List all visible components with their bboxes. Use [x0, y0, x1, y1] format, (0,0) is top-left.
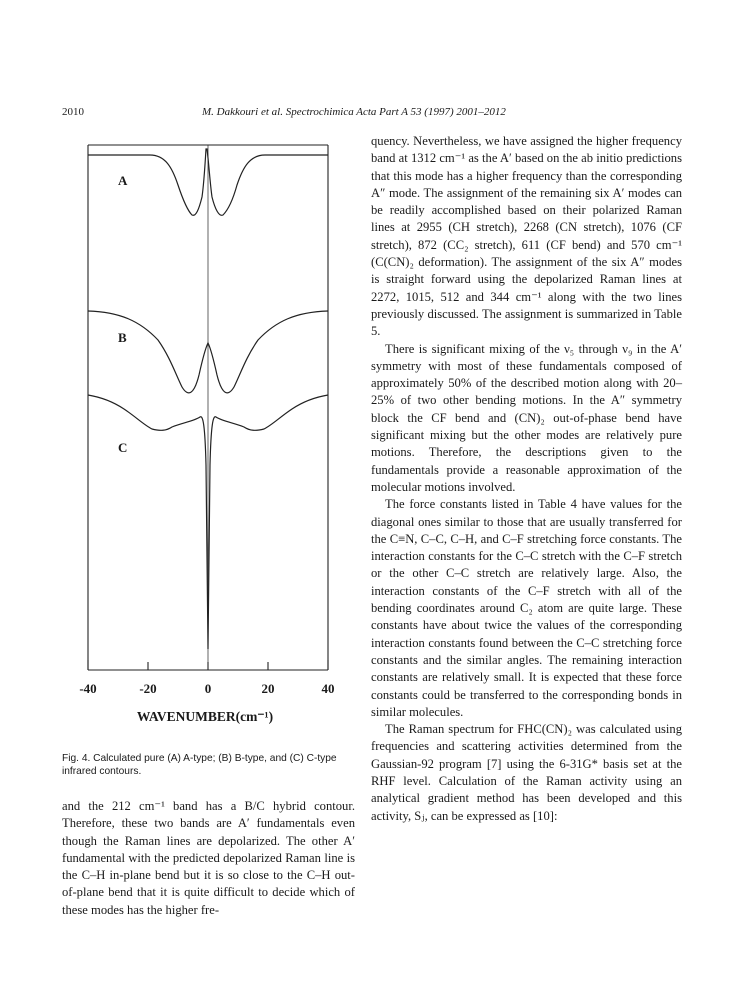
contour-plot	[60, 125, 360, 735]
left-column	[62, 798, 355, 919]
page-number: 2010	[62, 106, 84, 118]
tick-label: 0	[204, 681, 212, 696]
tick-label: 20	[261, 681, 275, 696]
tick-label: -40	[79, 681, 97, 696]
right-column	[371, 133, 682, 825]
panel-label-a: A	[118, 173, 128, 188]
paragraph: and the 212 cm⁻¹ band has a B/C hybrid contour. Therefore, these two bands are A′ fundamentals even though the Raman lines are depolarized. The other A′ fundamental with the predicted depolarized Raman line is the C–H in-plane bend but it is so close to the C–H out-of-plane bend that it is quite difficult to decide which of these modes has the higher fre-	[62, 799, 355, 917]
figure-caption: Fig. 4. Calculated pure (A) A-type; (B) B-type, and (C) C-type infrared contours.	[62, 753, 337, 777]
figure-4	[60, 125, 360, 735]
paragraph: The Raman spectrum for FHC(CN)₂ was calculated using frequencies and scattering activities determined from the Gaussian-92 program [7] using the 6-31G* basis set at the RHF level. Calculation of the Raman activity using an analytical gradient method has been developed and this activity, Sⱼ, can be expressed as [10]:	[371, 722, 682, 823]
paragraph: There is significant mixing of the ν₅ through ν₉ in the A′ symmetry with most of these fundamentals composed of approximately 50% of the described motion along with 20–25% of two other bending motions. In the A″ symmetry block the CF bend and (CN)₂ out-of-phase bend have significant mixing but the other modes are relatively pure motions. Therefore, the descriptions given to the fundamentals provide a reasonable approximation of the molecular motions involved.	[371, 341, 682, 494]
paragraph: quency. Nevertheless, we have assigned the higher frequency band at 1312 cm⁻¹ as the A′ based on the ab initio predictions that this mode has a higher frequency than the corresponding A″ mode. The assignment of the remaining six A′ modes can be readily accomplished based on their polarized Raman lines at 2955 (CH stretch), 2268 (CN stretch), 1076 (CF stretch), 872 (CC₂ stretch), 611 (CF bend) and 570 cm⁻¹ (C(CN)₂ deformation). The assignment of the six A″ modes is straight forward using the depolarized Raman lines at 2272, 1015, 512 and 344 cm⁻¹ along with the two lines previously discussed. The assignment is summarized in Table 5.	[371, 134, 682, 339]
paragraph: The force constants listed in Table 4 have values for the diagonal ones similar to those that are usually transferred for the C≡N, C–C, C–H, and C–F stretching force constants. The interaction constants for the C–C stretch with the C–F stretch or the other C–C stretch are relatively large. Also, the interaction constants of the C–F stretch with all of the bending coordinates around C₂ atom are quite large. These constants have about twice the values of the corresponding interaction constants found between the C–C stretching force constants and the similar angles. The remaining interaction constants are relatively small. It is expected that these force constants could be transferred to the corresponding bonds in similar molecules.	[371, 497, 682, 719]
tick-label: 40	[321, 681, 335, 696]
tick-label: -20	[139, 681, 157, 696]
panel-label-c: C	[118, 440, 128, 455]
panel-label-b: B	[118, 330, 127, 345]
running-head: M. Dakkouri et al. Spectrochimica Acta Part A 53 (1997) 2001–2012	[202, 106, 506, 118]
x-axis-label: WAVENUMBER(cm⁻¹)	[136, 709, 274, 724]
